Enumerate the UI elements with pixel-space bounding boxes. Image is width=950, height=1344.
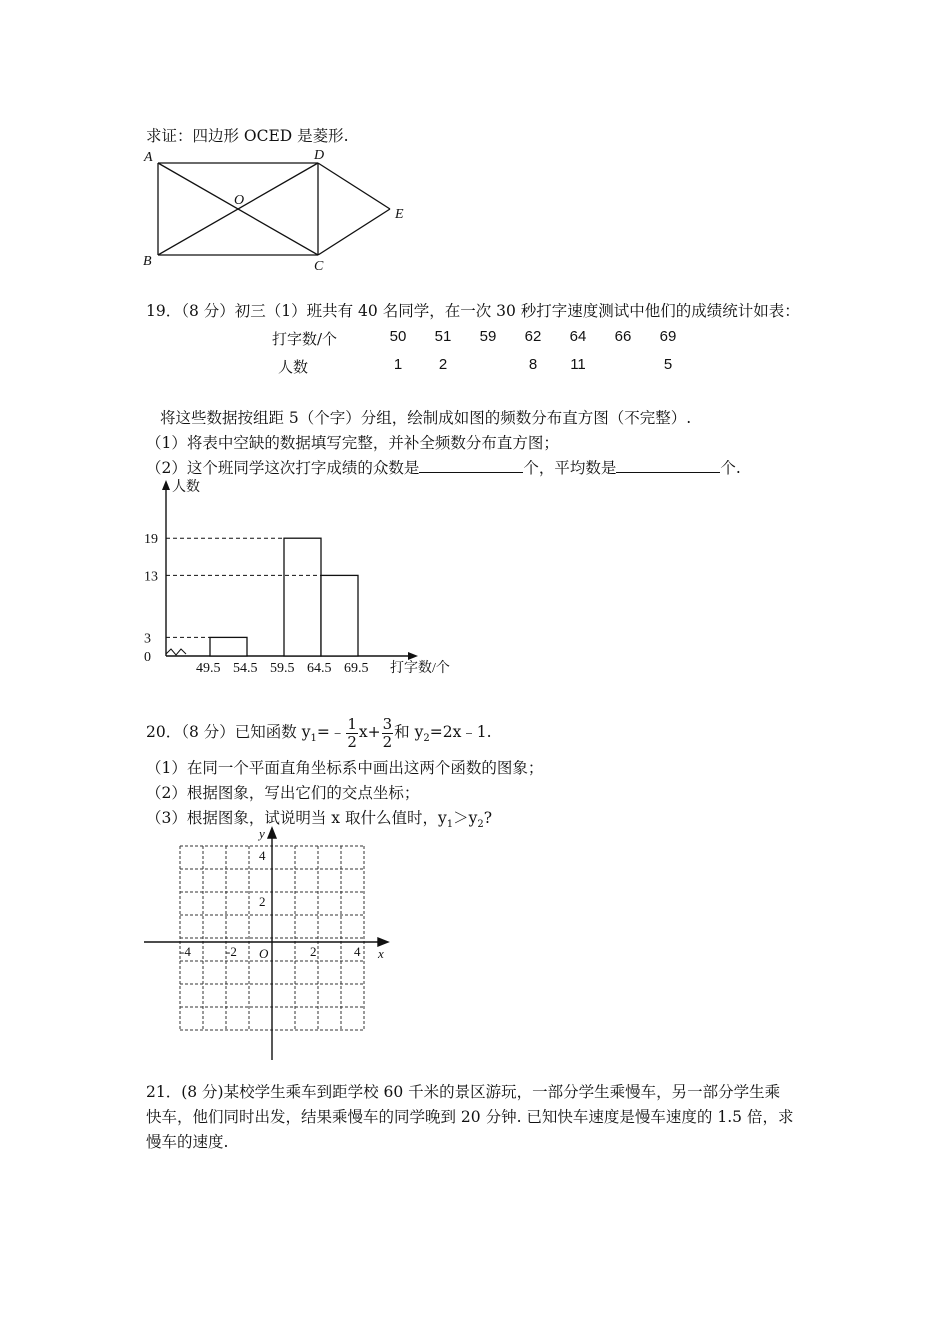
hist-bar [321, 575, 358, 656]
edge-CE [318, 209, 390, 255]
q20-intro-d: 和 y [394, 723, 424, 741]
label-C: C [314, 259, 324, 274]
q20-sub3-a: （3）根据图象，试说明当 x 取什么值时，y [146, 809, 447, 827]
q21-line2: 快车，他们同时出发，结果乘慢车的同学晚到 20 分钟. 已知快车速度是慢车速度的 1.5 倍，求 [146, 1108, 794, 1126]
y-tick-4: 4 [259, 848, 266, 863]
q20-sub3-s2: 2 [477, 819, 484, 831]
label-B: B [143, 254, 152, 269]
edge-DE [318, 163, 390, 209]
q19-score-table [0, 326, 950, 381]
fraction-three-halves [382, 716, 394, 751]
hist-x-tick-label: 54.5 [233, 661, 258, 676]
q21-line1: 21．(8 分)某校学生乘车到距学校 60 千米的景区游玩，一部分学生乘慢车，另一部分学生乘 [146, 1083, 781, 1101]
hist-y-tick-label: 13 [144, 569, 158, 585]
q20-sub1: （1）在同一个平面直角坐标系中画出这两个函数的图象； [146, 759, 544, 777]
origin-label: O [259, 946, 269, 961]
hist-y-tick-label: 19 [144, 532, 158, 548]
y-tick-2: 2 [259, 894, 266, 909]
hist-y-tick-label: 3 [144, 631, 151, 647]
q20-sub3-s1: 1 [446, 819, 454, 831]
mean-answer-blank[interactable] [616, 458, 720, 473]
score-cell: 51 [434, 328, 452, 345]
count-cell: 2 [438, 356, 448, 373]
hist-bar [284, 538, 321, 656]
count-cell: 5 [663, 356, 673, 373]
q20-intro-a: 20．（8 分）已知函数 y [146, 723, 311, 741]
q21-line3: 慢车的速度. [146, 1133, 229, 1151]
q19-sub2-c: 个. [720, 459, 741, 477]
x-axis-arrow [378, 938, 388, 946]
x-tick-neg2: -2 [226, 944, 237, 959]
hist-y-arrow [162, 480, 170, 490]
q20-intro [146, 712, 492, 759]
q19-sub1: （1）将表中空缺的数据填写完整，并补全频数分布直方图； [146, 434, 559, 452]
mode-answer-blank[interactable] [419, 458, 523, 473]
y-axis-label: y [259, 826, 265, 841]
count-cell: 11 [570, 356, 586, 373]
x-tick-2: 2 [310, 944, 317, 959]
hist-x-tick-label: 49.5 [196, 661, 221, 676]
hist-x-tick-label: 69.5 [344, 661, 369, 676]
score-cell: 64 [569, 328, 587, 345]
axis-break-zigzag [166, 649, 186, 655]
x-tick-4: 4 [354, 944, 361, 959]
table-row2-label: 人数 [278, 358, 309, 376]
q19-grouping: 将这些数据按组距 5（个字）分组，绘制成如图的频数分布直方图（不完整）. [160, 409, 692, 427]
score-cell: 66 [614, 328, 632, 345]
hist-bar [210, 637, 247, 656]
score-cell: 59 [479, 328, 497, 345]
hist-x-axis-label: 打字数/个 [390, 661, 450, 676]
coordinate-grid [140, 826, 400, 1066]
hist-x-arrow [408, 652, 418, 660]
rhombus-figure [138, 145, 428, 275]
q20-sub2: （2）根据图象，写出它们的交点坐标； [146, 784, 420, 802]
count-cell: 8 [528, 356, 538, 373]
hist-y-axis-label: 人数 [172, 480, 200, 495]
q18-prove-line: 求证：四边形 OCED 是菱形. [146, 127, 349, 145]
score-cell: 62 [524, 328, 542, 345]
x-tick-neg4: -4 [180, 944, 191, 959]
q20-intro-c: x+ [358, 723, 381, 741]
frac1-num: 1 [347, 714, 357, 733]
label-O: O [234, 193, 245, 208]
hist-x-tick-label: 64.5 [307, 661, 332, 676]
label-E: E [395, 207, 404, 222]
q19-sub2-a: （2）这个班同学这次打字成绩的众数是 [146, 459, 420, 477]
score-cell: 50 [389, 328, 407, 345]
fraction-one-half [346, 716, 358, 751]
label-D: D [314, 148, 325, 163]
x-axis-label: x [378, 946, 384, 961]
y-axis-arrow [268, 828, 276, 838]
frac1-den: 2 [347, 732, 357, 751]
q20-sub3-b: ＞y [453, 809, 478, 827]
label-A: A [144, 150, 153, 165]
q19-intro: 19．（8 分）初三（1）班共有 40 名同学，在一次 30 秒打字速度测试中他们的成绩统计如表： [146, 302, 800, 320]
hist-x-tick-label: 59.5 [270, 661, 295, 676]
frequency-histogram [140, 474, 500, 680]
count-cell: 1 [393, 356, 403, 373]
table-row1-label: 打字数/个 [272, 330, 338, 348]
score-cell: 69 [659, 328, 677, 345]
hist-y-tick-label: 0 [144, 650, 151, 665]
q20-sub-1: 1 [310, 733, 317, 745]
q20-sub3-c: ? [483, 809, 493, 827]
frac2-num: 3 [382, 714, 393, 733]
q20-intro-e: =2x﹣1. [429, 723, 492, 741]
q20-sub-2: 2 [423, 733, 430, 745]
q19-sub2-b: 个，平均数是 [523, 459, 617, 477]
frac2-den: 2 [382, 732, 393, 751]
q20-intro-b: =﹣ [316, 723, 346, 741]
